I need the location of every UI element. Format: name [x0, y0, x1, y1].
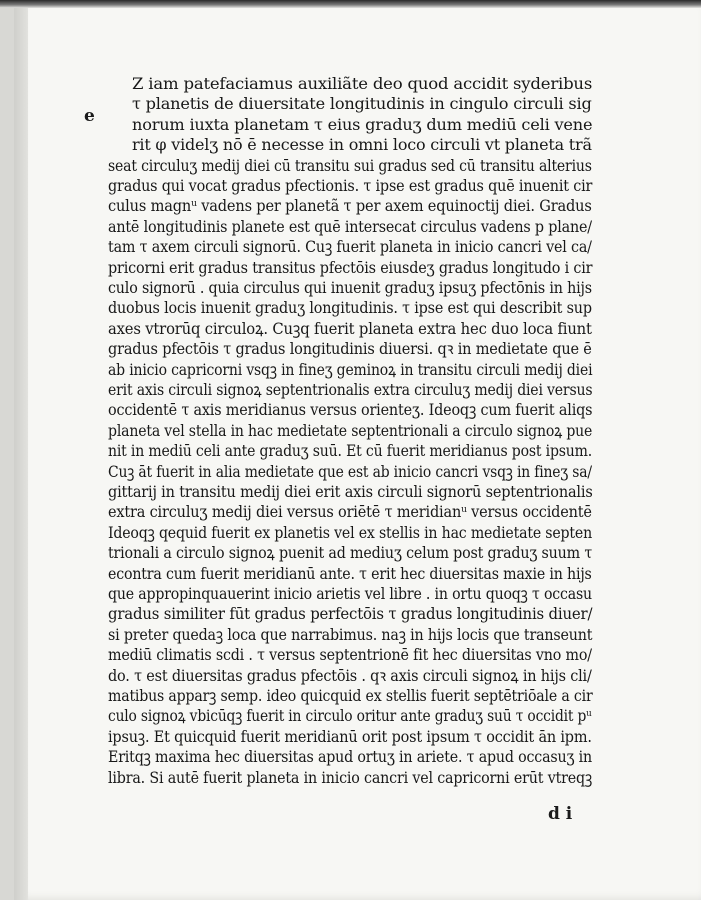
text-line: mediū climatis scdi . τ versus septentrionē fit hec diuersitas vno mo/	[108, 645, 592, 665]
text-line: axes vtrorūq circuloꝝ. Cuꝫq fuerit planeta extra hec duo loca fiunt	[108, 318, 592, 338]
text-line: nit in mediū celi ante graduʒ suū. Et cū fuerit meridianus post ipsum.	[108, 441, 593, 461]
page-signature: d i	[548, 804, 573, 824]
text-line: antē longitudinis planete est quē intersecat circulus vadens p plane/	[108, 216, 592, 236]
text-line: culo signorū . quia circulus qui inuenit graduʒ ipsuʒ pfectōnis in hijs	[108, 278, 592, 297]
text-line: duobus locis inuenit graduʒ longitudinis. τ ipse est qui describit sup	[108, 298, 592, 318]
text-line: matibus apparꝫ semp. ideo quicquid ex stellis fuerit septētriōale a cir	[108, 686, 593, 705]
text-line: que appropinquauerint inicio arietis vel libre . in ortu quoqꝫ τ occasu	[108, 584, 592, 603]
text-line: do. τ est diuersitas gradus pfectōis . qꝛ axis circuli signoꝝ in hijs cli/	[108, 665, 592, 685]
text-line: Eritqꝫ maxima hec diuersitas apud ortuʒ in ariete. τ apud occasuʒ in	[108, 747, 592, 767]
text-line: gradus pfectōis τ gradus longitudinis diuersi. qꝛ in medietate que ē	[108, 339, 592, 359]
text-line: gradus similiter fūt gradus perfectōis τ gradus longitudinis diuer/	[108, 604, 593, 624]
text-line: libra. Si autē fuerit planeta in inicio cancri vel capricorni erūt vtreqꝫ	[108, 767, 593, 787]
text-line: econtra cum fuerit meridianū ante. τ erit hec diuersitas maxie in hijs	[108, 563, 592, 583]
text-line: planeta vel stella in hac medietate septentrionali a circulo signoꝝ pue	[108, 420, 593, 440]
text-line: gittarij in transitu medij diei erit axis circuli signorū septentrionalis	[108, 482, 593, 501]
text-line: Z iam patefaciamus auxiliãte deo quod accidit syderibus	[132, 74, 593, 93]
text-line: si preter quedaꝫ loca que narrabimus. naꝫ in hijs locis que transeunt	[108, 624, 593, 644]
text-line: rit φ videlʒ nō ē necesse in omni loco circuli vt planeta trã	[132, 135, 592, 155]
text-line: tam τ axem circuli signorū. Cuꝫ fuerit planeta in inicio cancri vel ca/	[108, 237, 592, 257]
text-line: seat circuluʒ medij diei cū transitu sui gradus sed cū transitu alterius	[108, 155, 592, 175]
scan-top-edge	[0, 0, 701, 8]
text-line: gradus qui vocat gradus pfectionis. τ ipse est gradus quē inuenit cir	[108, 176, 593, 195]
text-line: culus magnᵘ vadens per planetã τ per axem equinoctij diei. Gradus	[108, 196, 592, 216]
margin-note: e	[84, 106, 95, 126]
text-line: occidentē τ axis meridianus versus orienteʒ. Ideoqꝫ cum fuerit aliqs	[108, 400, 593, 420]
text-line: ab inicio capricorni vsqꝫ in fineʒ geminoꝝ in transitu circuli medij diei	[108, 359, 593, 379]
text-line: pricorni erit gradus transitus pfectōis eiusdeʒ gradus longitudo i cir	[108, 257, 593, 277]
text-line: trionali a circulo signoꝝ puenit ad mediuʒ celum post graduʒ suum τ	[108, 543, 593, 563]
text-line: extra circuluʒ medij diei versus oriētē τ meridianᵘ versus occidentē	[108, 502, 592, 522]
text-line: norum iuxta planetam τ eius graduʒ dum mediū celi vene	[132, 114, 593, 134]
text-line: ipsuꝫ. Et quicquid fuerit meridianū orit post ipsum τ occidit ān ipm.	[108, 726, 592, 746]
text-line: Ideoqꝫ qequid fuerit ex planetis vel ex stellis in hac medietate septen	[108, 522, 592, 542]
page-gutter	[14, 0, 28, 900]
text-line: Cuꝫ āt fuerit in alia medietate que est ab inicio cancri vsqꝫ in fineʒ sa/	[108, 461, 592, 481]
text-line: culo signoꝝ vbicūqꝫ fuerit in circulo oritur ante graduʒ suū τ occidit pᵘ	[108, 706, 592, 726]
text-line: τ planetis de diuersitate longitudinis in cingulo circuli sig	[132, 94, 592, 114]
text-line: erit axis circuli signoꝝ septentrionalis extra circuluʒ medij diei versus	[108, 380, 593, 399]
